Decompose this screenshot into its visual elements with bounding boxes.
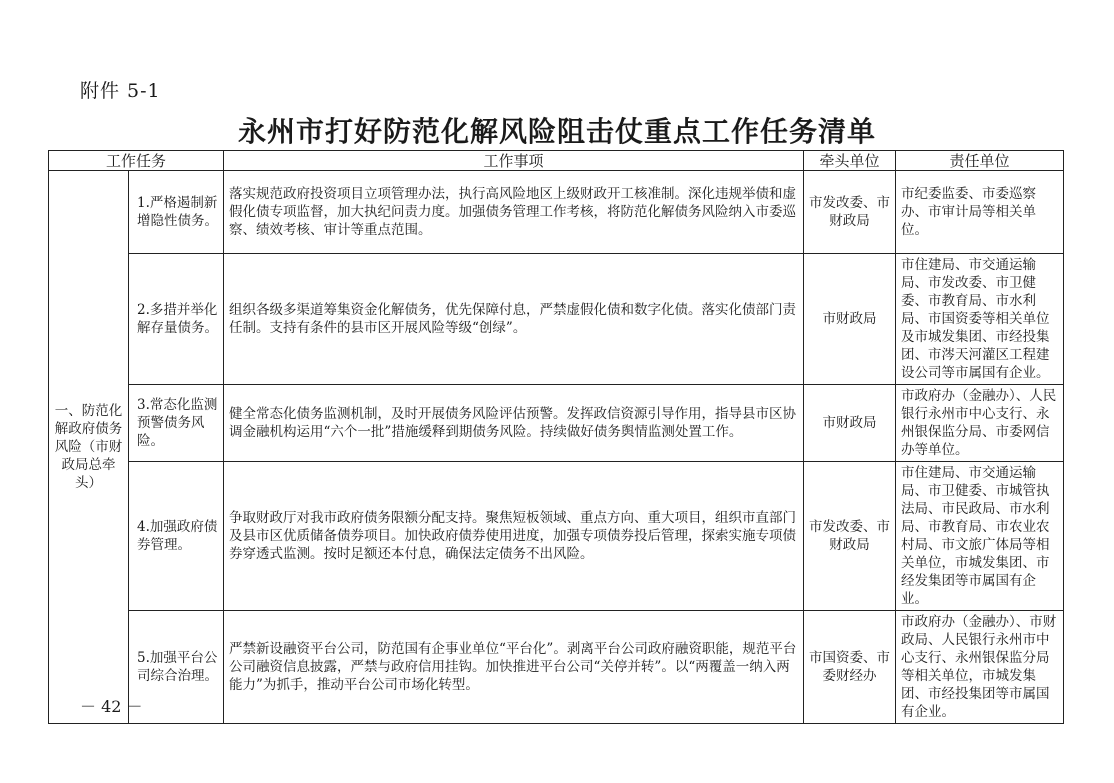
- header-lead-unit: 牵头单位: [804, 151, 896, 171]
- task-cell: 2.多措并举化解存量债务。: [129, 254, 224, 385]
- matter-cell: 健全常态化债务监测机制，及时开展债务风险评估预警。发挥政信资源引导作用，指导县市区协调金融机构运用“六个一批”措施缓释到期债务风险。持续做好债务舆情监测处置工作。: [224, 385, 804, 462]
- responsible-cell: 市住建局、市交通运输局、市发改委、市卫健委、市教育局、市水利局、市国资委等相关单位及市城发集团、市经投集团、市涔天河灌区工程建设公司等市属国有企业。: [896, 254, 1064, 385]
- table-row: [49, 254, 1064, 385]
- category-cell: 一、防范化解政府债务风险（市财政局总牵头）: [49, 171, 129, 724]
- header-work-matter: 工作事项: [224, 151, 804, 171]
- table-row: [49, 462, 1064, 611]
- header-work-task: 工作任务: [49, 151, 224, 171]
- table-header-row: [49, 151, 1064, 171]
- task-cell: 3.常态化监测预警债务风险。: [129, 385, 224, 462]
- lead-cell: 市国资委、市委财经办: [804, 611, 896, 724]
- lead-cell: 市发改委、市财政局: [804, 171, 896, 254]
- table-row: [49, 171, 1064, 254]
- responsible-cell: 市政府办（金融办）、市财政局、人民银行永州市中心支行、永州银保监分局等相关单位，市城发集团、市经投集团等市属国有企业。: [896, 611, 1064, 724]
- lead-cell: 市财政局: [804, 385, 896, 462]
- task-cell: 1.严格遏制新增隐性债务。: [129, 171, 224, 254]
- table-row: [49, 611, 1064, 724]
- attachment-label: 附件 5-1: [80, 80, 161, 102]
- lead-cell: 市发改委、市财政局: [804, 462, 896, 611]
- task-cell: 4.加强政府债券管理。: [129, 462, 224, 611]
- task-cell: 5.加强平台公司综合治理。: [129, 611, 224, 724]
- responsible-cell: 市住建局、市交通运输局、市卫健委、市城管执法局、市民政局、市水利局、市教育局、市农业农村局、市文旅广体局等相关单位，市城发集团、市经发集团等市属国有企业。: [896, 462, 1064, 611]
- lead-cell: 市财政局: [804, 254, 896, 385]
- responsible-cell: 市政府办（金融办）、人民银行永州市中心支行、永州银保监分局、市委网信办等单位。: [896, 385, 1064, 462]
- matter-cell: 争取财政厅对我市政府债务限额分配支持。聚焦短板领域、重点方向、重大项目，组织市直部门及县市区优质储备债券项目。加快政府债券使用进度，加强专项债券投后管理，探索实施专项债券穿透式监测。按时足额还本付息，确保法定债务不出风险。: [224, 462, 804, 611]
- matter-cell: 落实规范政府投资项目立项管理办法，执行高风险地区上级财政开工核准制。深化违规举债和虚假化债专项监督，加大执纪问责力度。加强债务管理工作考核，将防范化解债务风险纳入市委巡察、绩效考核、审计等重点范围。: [224, 171, 804, 254]
- header-responsible-unit: 责任单位: [896, 151, 1064, 171]
- document-title: 永州市打好防范化解风险阻击仗重点工作任务清单: [237, 115, 876, 148]
- matter-cell: 严禁新设融资平台公司，防范国有企事业单位“平台化”。剥离平台公司政府融资职能，规范平台公司融资信息披露，严禁与政府信用挂钩。加快推进平台公司“关停并转”。以“两覆盖一纳入两能力”为抓手，推动平台公司市场化转型。: [224, 611, 804, 724]
- responsible-cell: 市纪委监委、市委巡察办、市审计局等相关单位。: [896, 171, 1064, 254]
- table-row: [49, 385, 1064, 462]
- task-table: [48, 150, 1064, 724]
- matter-cell: 组织各级多渠道筹集资金化解债务，优先保障付息，严禁虚假化债和数字化债。落实化债部门责任制。支持有条件的县市区开展风险等级“创绿”。: [224, 254, 804, 385]
- page-number: － 42 －: [80, 697, 143, 716]
